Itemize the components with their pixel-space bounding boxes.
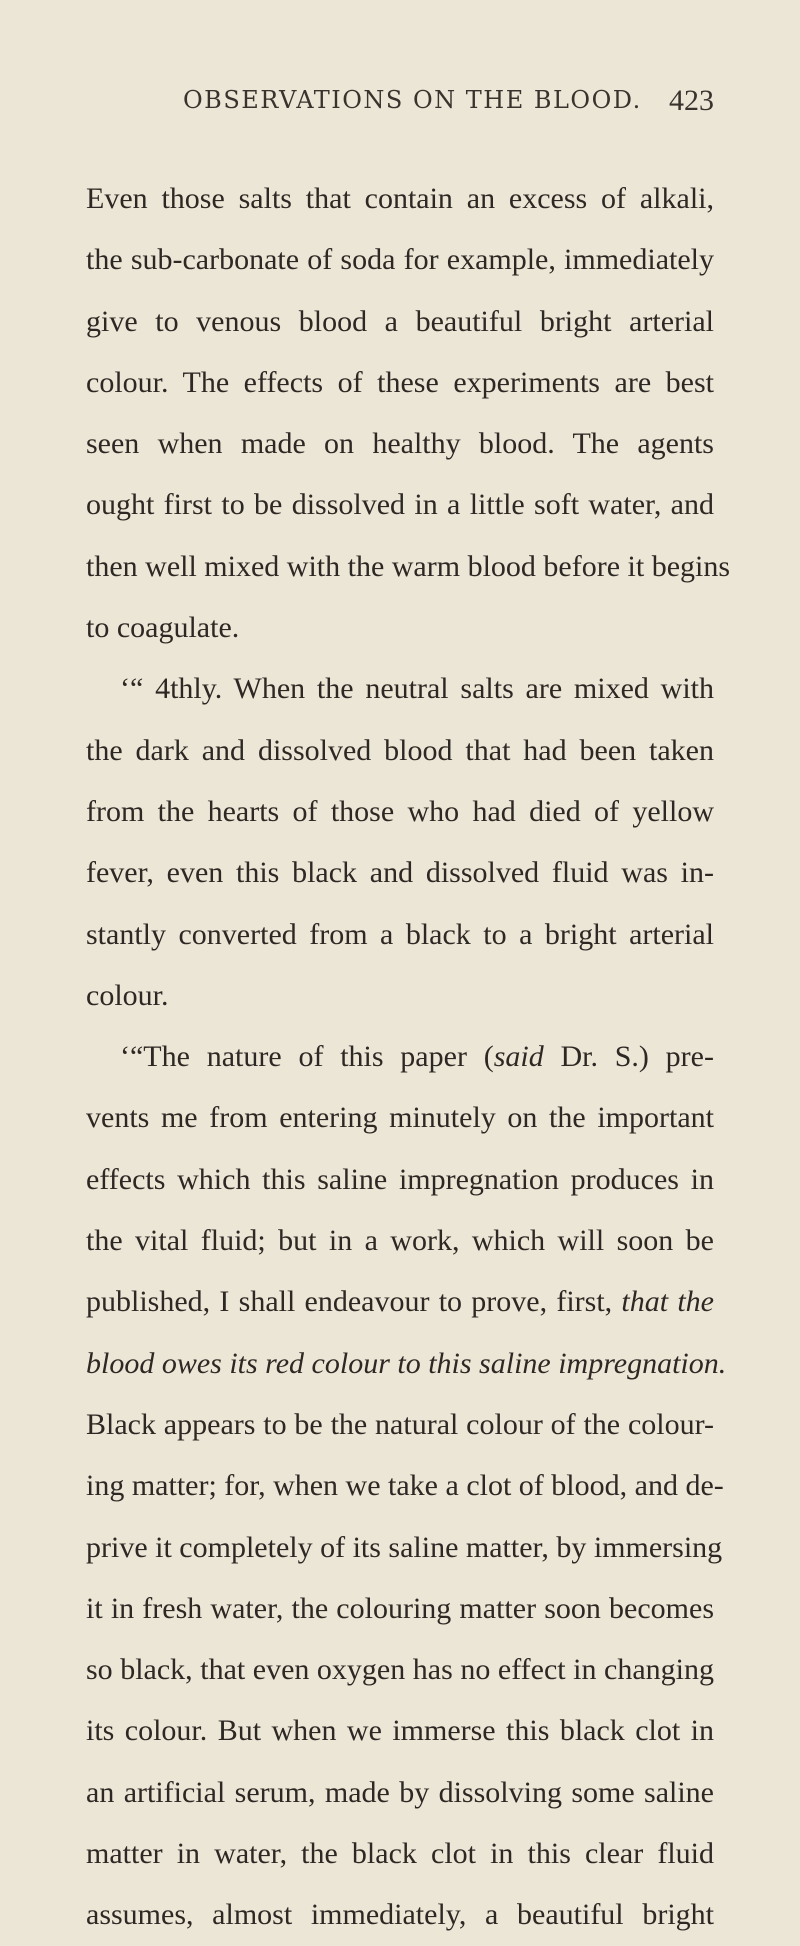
text-line: assumes, almost immediately, a beautiful bright: [86, 1898, 714, 1932]
text-line: Black appears to be the natural colour of the colour-: [86, 1407, 714, 1441]
text-line: an artificial serum, made by dissolving some saline: [86, 1775, 714, 1809]
text-line: its colour. But when we immerse this black clot in: [86, 1714, 714, 1748]
text-line: vents me from entering minutely on the important: [86, 1101, 714, 1135]
text-line: Even those salts that contain an excess of alkali,: [86, 182, 714, 215]
text-line: matter in water, the black clot in this clear fluid: [86, 1837, 714, 1871]
text-line: [86, 1271, 714, 1332]
text-line: the vital fluid; but in a work, which will soon be: [86, 1224, 714, 1258]
text-line: [86, 1026, 714, 1087]
text-line: seen when made on healthy blood. The agents: [86, 427, 714, 461]
text-line: fever, even this black and dissolved fluid was in-: [86, 856, 714, 890]
page-number: 423: [669, 84, 714, 117]
text-line: stantly converted from a black to a bright arterial: [86, 917, 714, 951]
running-head: [183, 86, 714, 122]
text-line: the dark and dissolved blood that had been taken: [86, 733, 714, 767]
italic-text: blood owes its red colour to this saline impregnation.: [86, 1346, 727, 1380]
text-line: to coagulate.: [86, 611, 240, 645]
running-title: OBSERVATIONS ON THE BLOOD.: [183, 86, 642, 114]
body-text: [86, 168, 731, 1946]
text-line: then well mixed with the warm blood before it begins: [86, 549, 731, 583]
text-line: effects which this saline impregnation produces in: [86, 1162, 714, 1196]
text-line: ought first to be dissolved in a little soft water, and: [86, 488, 714, 522]
text-line: colour. The effects of these experiments are best: [86, 365, 714, 399]
text-line: colour.: [86, 978, 169, 1012]
text-line: the sub-carbonate of soda for example, immediately: [86, 243, 714, 277]
text-segment: Dr. S.) pre-: [543, 1040, 714, 1074]
text-line: prive it completely of its saline matter, by immersing: [86, 1530, 723, 1564]
italic-text: that the: [621, 1285, 714, 1319]
text-line: from the hearts of those who had died of yellow: [86, 794, 714, 828]
text-line: ‘“ 4thly. When the neutral salts are mixed with: [120, 672, 714, 706]
text-line: give to venous blood a beautiful bright arterial: [86, 304, 714, 338]
text-segment: published, I shall endeavour to prove, first,: [86, 1285, 622, 1319]
text-segment: ‘“The nature of this paper (: [120, 1040, 494, 1074]
italic-text: said: [493, 1040, 544, 1074]
text-line: [86, 1333, 727, 1394]
text-line: it in fresh water, the colouring matter soon becomes: [86, 1591, 714, 1625]
text-line: so black, that even oxygen has no effect in changing: [86, 1653, 714, 1687]
text-line: ing matter; for, when we take a clot of blood, and de-: [86, 1469, 724, 1503]
